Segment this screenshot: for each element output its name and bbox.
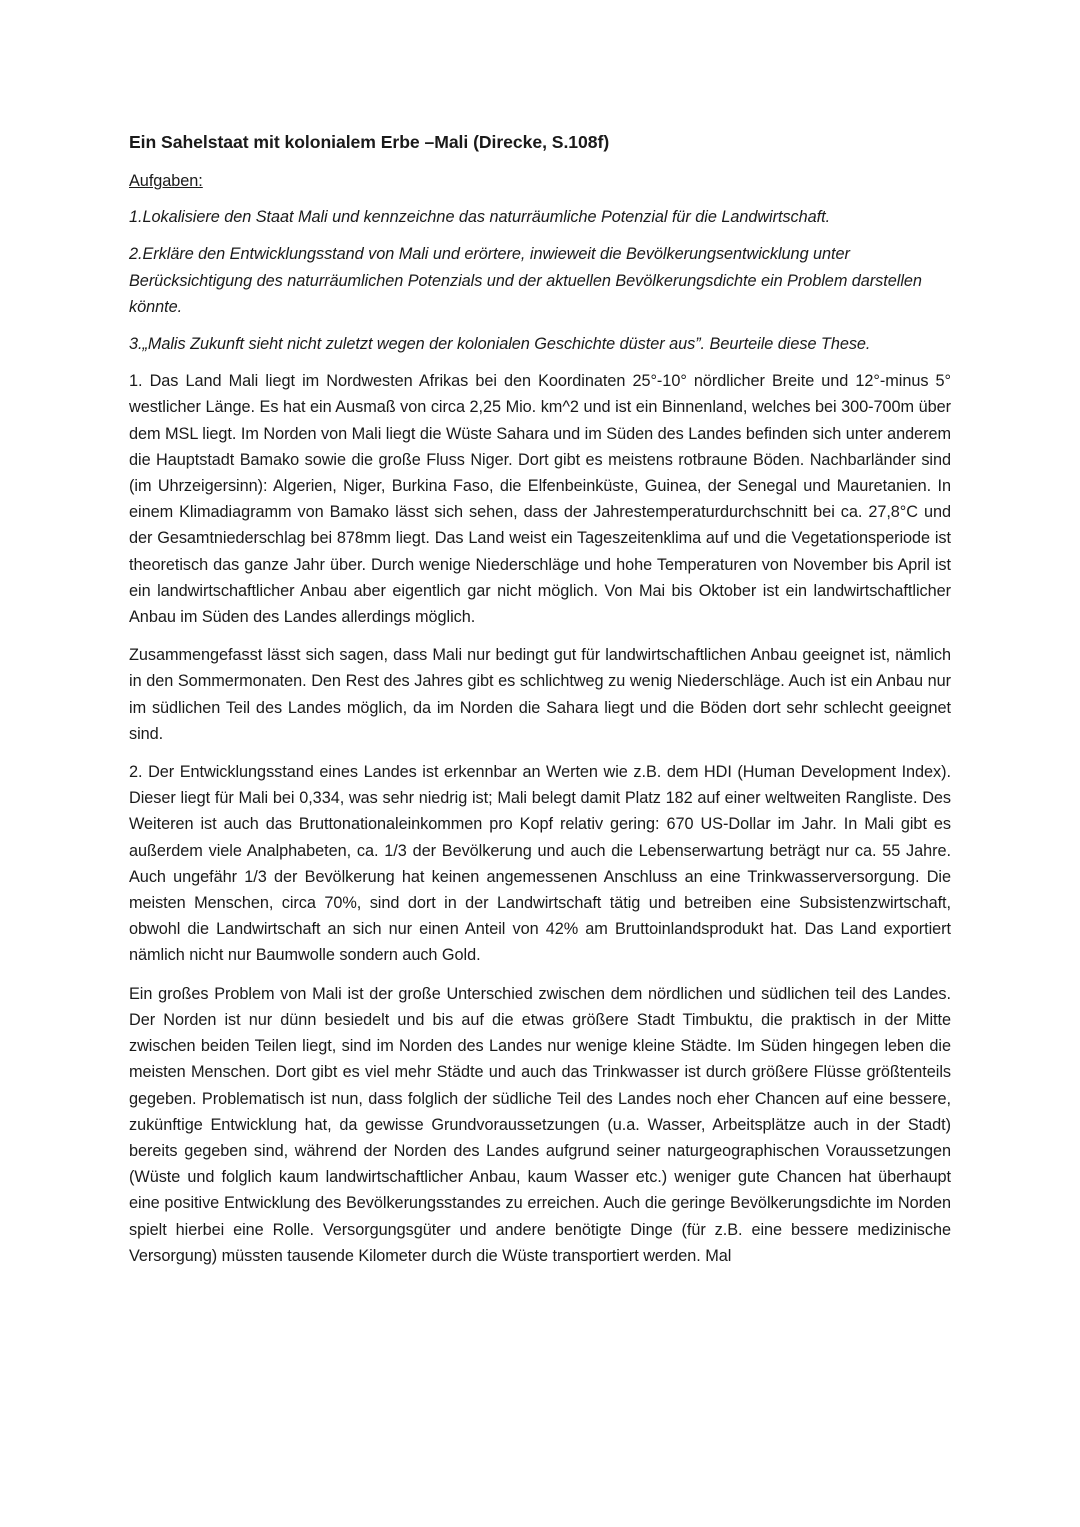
document-page <box>129 128 951 1281</box>
answer-paragraph-1: 1. Das Land Mali liegt im Nordwesten Afrikas bei den Koordinaten 25°-10° nördlicher Breite und 12°-minus 5° westlicher Länge. Es hat ein Ausmaß von circa 2,25 Mio. km^2 und ist ein Binnenland, welches bei 300-700m über dem MSL liegt. Im Norden von Mali liegt die Wüste Sahara und im Süden des Landes befinden sich unter anderem die Hauptstadt Bamako sowie die große Fluss Niger. Dort gibt es meistens rotbraune Böden. Nachbarländer sind (im Uhrzeigersinn): Algerien, Niger, Burkina Faso, die Elfenbeinküste, Guinea, der Senegal und Mauretanien. In einem Klimadiagramm von Bamako lässt sich sehen, dass der Jahrestemperaturdurchschnitt bei ca. 27,8°C und der Gesamtniederschlag bei 878mm liegt. Das Land weist ein Tageszeitenklima auf und die Vegetationsperiode ist theoretisch das ganze Jahr über. Durch wenige Niederschläge und hohe Temperaturen von November bis April ist ein landwirtschaftlicher Anbau aber eigentlich gar nicht möglich. Von Mai bis Oktober ist ein landwirtschaftlicher Anbau im Süden des Landes allerdings möglich. <box>129 372 951 627</box>
task-1: 1.Lokalisiere den Staat Mali und kennzeichne das naturräumliche Potenzial für die Landwirtschaft. <box>129 208 831 227</box>
tasks-heading: Aufgaben: <box>129 172 203 190</box>
task-2: 2.Erkläre den Entwicklungsstand von Mali und erörtere, inwieweit die Bevölkerungsentwicklung unter Berücksichtigung des naturräumlichen Potenzials und der aktuellen Bevölkerungsdichte ein Problem darstellen könnte. <box>129 245 922 316</box>
task-3: 3.„Malis Zukunft sieht nicht zuletzt wegen der kolonialen Geschichte düster aus”. Beurteile diese These. <box>129 335 871 354</box>
problem-paragraph: Ein großes Problem von Mali ist der große Unterschied zwischen dem nördlichen und südlichen teil des Landes. Der Norden ist nur dünn besiedelt und bis auf die etwas größere Stadt Timbuktu, die praktisch in der Mitte zwischen beiden Teilen liegt, sind im Norden des Landes nur wenige kleine Städte. Im Süden hingegen leben die meisten Menschen. Dort gibt es viel mehr Städte und auch das Trinkwasser ist durch größere Flüsse größtenteils gegeben. Problematisch ist nun, dass folglich der südliche Teil des Landes noch eher Chancen auf eine bessere, zukünftige Entwicklung hat, da gewisse Grundvoraussetzungen (u.a. Wasser, Arbeitsplätze auch in der Stadt) bereits gegeben sind, während der Norden des Landes aufgrund seiner naturgeographischen Voraussetzungen (Wüste und folglich kaum landwirtschaftlicher Anbau, kaum Wasser etc.) weniger gute Chancen hat überhaupt eine positive Entwicklung des Bevölkerungsstandes zu erreichen. Auch die geringe Bevölkerungsdichte im Norden spielt hierbei eine Rolle. Versorgungsgüter und andere benötigte Dinge (für z.B. eine bessere medizinische Versorgung) müssten tausende Kilometer durch die Wüste transportiert werden. Mal <box>129 984 951 1265</box>
summary-paragraph: Zusammengefasst lässt sich sagen, dass Mali nur bedingt gut für landwirtschaftlichen Anbau geeignet ist, nämlich in den Sommermonaten. Den Rest des Jahres gibt es schlichtweg zu wenig Niederschläge. Auch ist ein Anbau nur im südlichen Teil des Landes möglich, da im Norden die Sahara liegt und die Böden dort sehr schlecht geeignet sind. <box>129 646 951 743</box>
answer-paragraph-2: 2. Der Entwicklungsstand eines Landes ist erkennbar an Werten wie z.B. dem HDI (Human Development Index). Dieser liegt für Mali bei 0,334, was sehr niedrig ist; Mali belegt damit Platz 182 auf einer weltweiten Rangliste. Des Weiteren ist auch das Bruttonationaleinkommen pro Kopf relativ gering: 670 US-Dollar im Jahr. In Mali gibt es außerdem viele Analphabeten, ca. 1/3 der Bevölkerung und auch die Lebenserwartung beträgt nur ca. 55 Jahre. Auch ungefähr 1/3 der Bevölkerung hat keinen angemessenen Anschluss an eine Trinkwasserversorgung. Die meisten Menschen, circa 70%, sind dort in der Landwirtschaft tätig und betreiben eine Subsistenzwirtschaft, obwohl die Landwirtschaft an sich nur einen Anteil von 42% am Bruttoinlandsprodukt hat. Das Land exportiert nämlich nicht nur Baumwolle sondern auch Gold. <box>129 763 951 965</box>
document-title: Ein Sahelstaat mit kolonialem Erbe –Mali (Direcke, S.108f) <box>129 132 610 152</box>
